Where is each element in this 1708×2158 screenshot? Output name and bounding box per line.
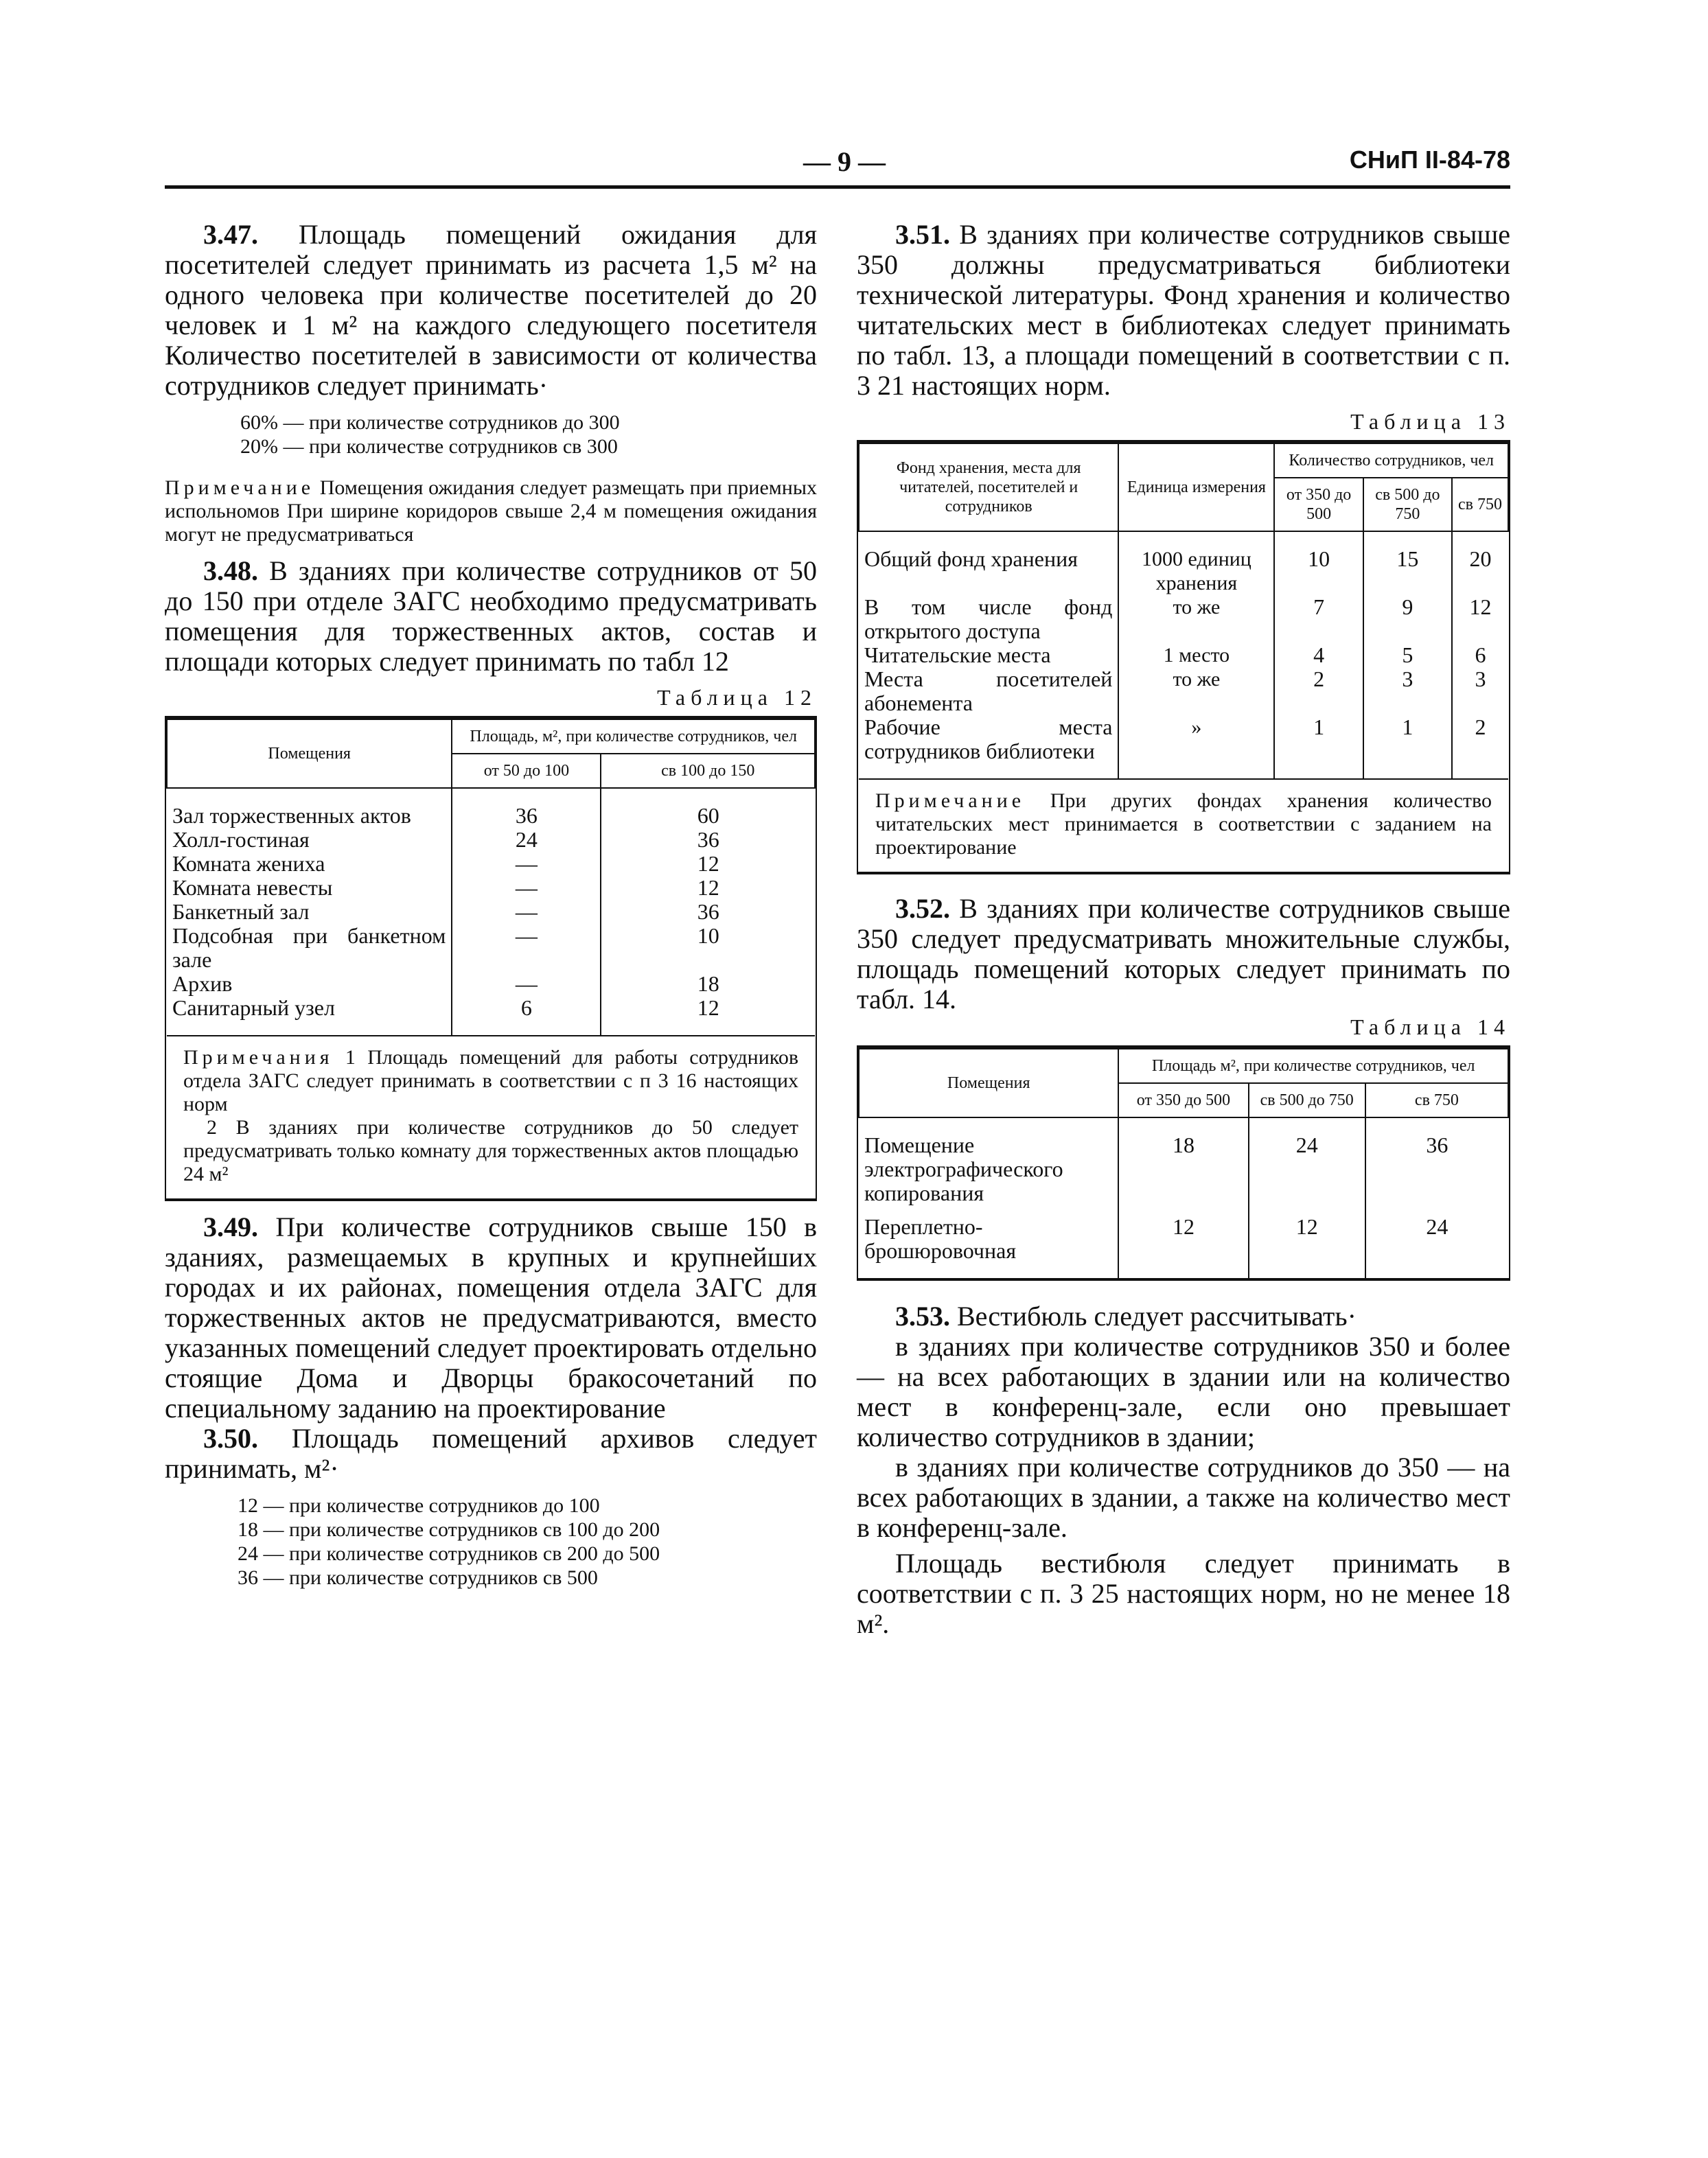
table-cell: 10: [1274, 531, 1363, 595]
table-cell: 36: [452, 788, 601, 828]
table-cell: то же: [1118, 667, 1274, 715]
table-cell: В том числе фонд открытого доступа: [864, 594, 1113, 643]
note-text: Помещения ожидания следует размещать при приемных испольномов При ширине коридоров свыше 2,4 м помещения ожидания могут не предусматриваться: [165, 476, 817, 546]
paragraph-3-47: [165, 220, 817, 401]
table-row: [859, 1117, 1508, 1205]
table-header: св 100 до 150: [601, 754, 815, 788]
paragraph-3-53-b: в зданиях при количестве сотрудников до 350 — на всех работающих в здании, а также на количество мест в конференц-зале.: [857, 1452, 1510, 1543]
table-cell: Архив: [172, 971, 233, 996]
table-cell: 12: [1249, 1205, 1365, 1278]
paragraph-text: В зданиях при количестве сотрудников свыше 350 следует предусматривать множительные службы, площадь помещений которых следует принимать по табл. 14.: [857, 893, 1510, 1014]
table-header: Единица измерения: [1118, 443, 1274, 531]
table-cell: 18: [1118, 1117, 1248, 1205]
table-cell: —: [452, 924, 601, 972]
table-cell: Места посетителей абонемента: [864, 666, 1113, 715]
table-cell: Переплетно-брошюровочная: [864, 1214, 1017, 1263]
right-column: [857, 220, 1510, 1639]
table-cell: 10: [601, 924, 815, 972]
table-cell: 6: [1452, 643, 1508, 667]
table-header: Площадь, м², при количестве сотрудников, чел: [452, 719, 815, 754]
note-label: Примечание: [165, 476, 315, 499]
table-cell: »: [1118, 715, 1274, 779]
paragraph-text: Площадь помещений архивов следует принимать, м²·: [165, 1423, 818, 1484]
left-column: [165, 220, 817, 1590]
table-row: [859, 715, 1508, 779]
table-cell: 15: [1363, 531, 1452, 595]
table-13-title: Таблица 13: [1350, 409, 1510, 434]
paragraph-3-51: [857, 220, 1510, 401]
table-cell: 18: [601, 972, 815, 996]
document-code: СНиП II-84-78: [1349, 146, 1510, 174]
table-cell: 3: [1452, 667, 1508, 715]
paragraph-3-52: [857, 894, 1510, 1014]
table-header: св 750: [1452, 478, 1508, 531]
table-cell: 6: [452, 996, 601, 1036]
page-number: — 9 —: [803, 146, 886, 177]
list-item: 36 — при количестве сотрудников св 500: [238, 1566, 598, 1589]
table-cell: 60: [601, 788, 815, 828]
table-row: [167, 828, 815, 852]
table-cell: 9: [1363, 595, 1452, 643]
table-cell: Читательские места: [864, 642, 1051, 667]
table-cell: 12: [1118, 1205, 1248, 1278]
table-cell: Комната невесты: [172, 875, 333, 900]
table-header: Площадь м², при количестве сотрудников, чел: [1118, 1049, 1508, 1083]
archive-area-list: [165, 1494, 663, 1590]
table-header: Помещения: [167, 719, 452, 788]
paragraph-text: Площадь помещений ожидания для посетителей следует принимать из расчета 1,5 м² на одного человека при количестве посетителей до 20 человек и 1 м² на каждого следующего посетителя Количество посетителей в зависимости от количества сотрудников следует принимать·: [165, 219, 817, 401]
table-row: [859, 531, 1508, 595]
table-cell: Рабочие места сотрудников библиотеки: [864, 715, 1113, 763]
list-item: 24 — при количестве сотрудников св 200 до 500: [238, 1542, 660, 1565]
table-cell: 1: [1274, 715, 1363, 779]
table-row: [167, 852, 815, 876]
table-row: [859, 667, 1508, 715]
table-cell: 2: [1452, 715, 1508, 779]
paragraph-text: В зданиях при количестве сотрудников свыше 350 должны предусматриваться библиотеки технической литературы. Фонд хранения и количество читательских мест в библиотеках следует принимать по табл. 13, а площади помещений в соответствии с п. 3 21 настоящих норм.: [857, 219, 1510, 401]
table-cell: Общий фонд хранения: [864, 546, 1078, 571]
table-header: от 350 до 500: [1274, 478, 1363, 531]
table-header: св 750: [1365, 1083, 1508, 1117]
table-cell: 1: [1363, 715, 1452, 779]
list-item: 12 — при количестве сотрудников до 100: [238, 1494, 600, 1517]
table-row: [167, 996, 815, 1036]
clause-number: 3.47.: [203, 219, 258, 250]
table-header: Помещения: [859, 1049, 1118, 1117]
table-cell: Комната жениха: [172, 851, 325, 876]
table-note-row: [167, 1036, 815, 1198]
table-cell: то же: [1118, 595, 1274, 643]
note-text: При других фондах хранения количество читательских мест принимается в соответствии с заданием на проектирование: [875, 789, 1492, 859]
table-cell: 7: [1274, 595, 1363, 643]
table-cell: 1000 единиц хранения: [1118, 531, 1274, 595]
table-header: Фонд хранения, места для читателей, посетителей и сотрудников: [859, 443, 1118, 531]
table-cell: 2: [1274, 667, 1363, 715]
table-header: св 500 до 750: [1249, 1083, 1365, 1117]
table-note-row: [859, 779, 1508, 872]
table-cell: 5: [1363, 643, 1452, 667]
table-row: [167, 924, 815, 972]
table-cell: Помещение электрографического копирования: [864, 1133, 1063, 1205]
table-cell: 12: [1452, 595, 1508, 643]
clause-number: 3.49.: [203, 1211, 258, 1242]
header-rule: [165, 185, 1510, 189]
list-item: 20% — при количестве сотрудников св 300: [240, 435, 618, 458]
paragraph-3-53-c: Площадь вестибюля следует принимать в соответствии с п. 3 25 настоящих норм, но не менее 18 м².: [857, 1548, 1510, 1639]
visitor-ratio-list: [165, 410, 817, 459]
table-header: Количество сотрудников, чел: [1274, 443, 1508, 478]
table-cell: 12: [601, 852, 815, 876]
table-cell: 20: [1452, 531, 1508, 595]
paragraph-3-49: [165, 1212, 817, 1424]
table-cell: 24: [452, 828, 601, 852]
table-14-title: Таблица 14: [1350, 1014, 1510, 1039]
page-header: [165, 146, 1510, 187]
clause-number: 3.51.: [895, 219, 950, 250]
table-row: [167, 972, 815, 996]
table-cell: —: [452, 972, 601, 996]
table-header: св 500 до 750: [1363, 478, 1452, 531]
table-cell: 1 место: [1118, 643, 1274, 667]
clause-number: 3.53.: [895, 1301, 950, 1332]
table-cell: Банкетный зал: [172, 899, 310, 924]
paragraph-3-50: [165, 1424, 817, 1484]
paragraph-text: В зданиях при количестве сотрудников от 50 до 150 при отделе ЗАГС необходимо предусматривать помещения для торжественных актов, состав и площади которых следует принимать по табл 12: [165, 555, 817, 677]
paragraph-3-48: [165, 556, 817, 677]
paragraph-text: Вестибюль следует рассчитывать·: [957, 1301, 1357, 1332]
table-note: [167, 1036, 815, 1198]
table-12: [165, 716, 817, 1201]
table-cell: Холл-гостиная: [172, 827, 310, 852]
table-cell: —: [452, 852, 601, 876]
table-cell: 36: [601, 828, 815, 852]
table-14: [857, 1045, 1510, 1281]
table-cell: 12: [601, 876, 815, 900]
clause-number: 3.52.: [895, 893, 950, 924]
note-3-47: [165, 476, 817, 546]
table-row: [167, 900, 815, 924]
table-note: [859, 779, 1508, 872]
paragraph-text: При количестве сотрудников свыше 150 в зданиях, размещаемых в крупных и крупнейших городах и их районах, помещения отдела ЗАГС для торжественных актов не предусматриваются, вместо указанных помещений следует проектировать отдельно стоящие Дома и Дворцы бракосочетаний по специальному заданию на проектирование: [165, 1211, 817, 1424]
table-header: от 50 до 100: [452, 754, 601, 788]
table-cell: 36: [1365, 1117, 1508, 1205]
list-item: 60% — при количестве сотрудников до 300: [240, 411, 620, 434]
table-cell: Санитарный узел: [172, 995, 335, 1020]
table-row: [859, 1205, 1508, 1278]
table-header: от 350 до 500: [1118, 1083, 1248, 1117]
table-cell: 24: [1365, 1205, 1508, 1278]
note-label: Примечания: [183, 1046, 334, 1069]
table-cell: 4: [1274, 643, 1363, 667]
table-cell: 12: [601, 996, 815, 1036]
clause-number: 3.50.: [203, 1423, 258, 1454]
table-cell: 24: [1249, 1117, 1365, 1205]
list-item: 18 — при количестве сотрудников св 100 до 200: [238, 1518, 660, 1541]
table-row: [167, 788, 815, 828]
paragraph-3-53-a: в зданиях при количестве сотрудников 350 и более — на всех работающих в здании или на количество мест в конференц-зале, если оно превышает количество сотрудников в здании;: [857, 1331, 1510, 1452]
table-cell: 36: [601, 900, 815, 924]
table-cell: Зал торжественных актов: [172, 803, 411, 828]
note-text: 2 В зданиях при количестве сотрудников до 50 следует предусматривать только комнату для торжественных актов площадью 24 м²: [183, 1116, 798, 1185]
table-row: [167, 876, 815, 900]
table-cell: 3: [1363, 667, 1452, 715]
table-row: [859, 643, 1508, 667]
table-row: [859, 595, 1508, 643]
clause-number: 3.48.: [203, 555, 258, 586]
paragraph-3-53: [857, 1301, 1510, 1332]
table-13: [857, 440, 1510, 874]
table-cell: —: [452, 876, 601, 900]
table-cell: Подсобная при банкетном зале: [172, 923, 446, 972]
note-label: Примечание: [875, 789, 1026, 812]
table-cell: —: [452, 900, 601, 924]
table-12-title: Таблица 12: [657, 685, 817, 710]
note-text: 1 Площадь помещений для работы сотрудников отдела ЗАГС следует принимать в соответствии с п 3 16 настоящих норм: [183, 1046, 798, 1115]
